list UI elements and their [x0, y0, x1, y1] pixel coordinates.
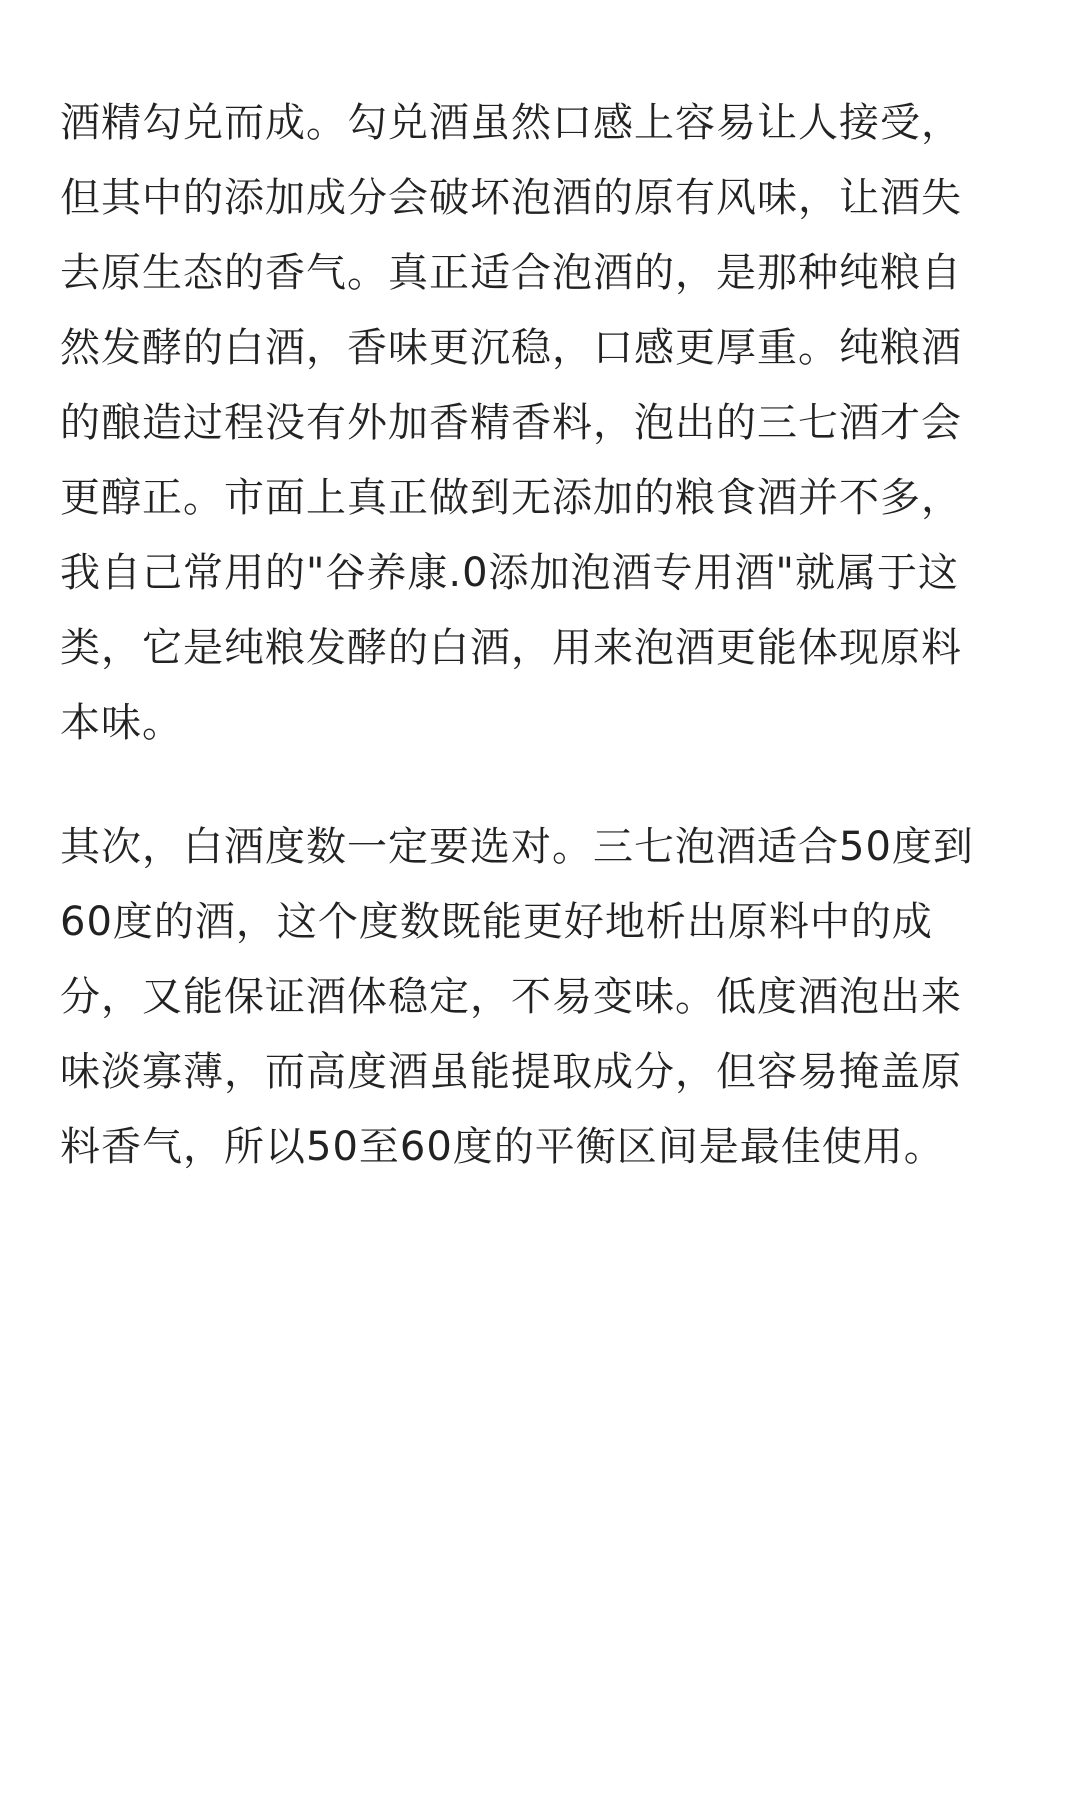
text-line: 本味。	[60, 700, 183, 746]
text-line: 类，它是纯粮发酵的白酒，用来泡酒更能体现原料	[60, 625, 962, 671]
text-line: 60度的酒，这个度数既能更好地析出原料中的成	[60, 899, 933, 945]
text-line: 味淡寡薄，而高度酒虽能提取成分，但容易掩盖原	[60, 1049, 962, 1095]
text-line: 其次，白酒度数一定要选对。三七泡酒适合50度到	[60, 824, 974, 870]
text-line: 我自己常用的"谷养康.0添加泡酒专用酒"就属于这	[60, 550, 959, 596]
text-line: 分，又能保证酒体稳定，不易变味。低度酒泡出来	[60, 974, 962, 1020]
text-line: 的酿造过程没有外加香精香料，泡出的三七酒才会	[60, 400, 962, 446]
paragraph-alcohol-strength	[60, 810, 1020, 1185]
text-line: 料香气，所以50至60度的平衡区间是最佳使用。	[60, 1124, 945, 1170]
text-line: 但其中的添加成分会破坏泡酒的原有风味，让酒失	[60, 175, 962, 221]
paragraph-pure-grain-liquor	[60, 86, 1020, 761]
text-line: 然发酵的白酒，香味更沉稳，口感更厚重。纯粮酒	[60, 325, 962, 371]
text-line: 去原生态的香气。真正适合泡酒的，是那种纯粮自	[60, 250, 962, 296]
text-line: 更醇正。市面上真正做到无添加的粮食酒并不多，	[60, 475, 962, 521]
text-line: 酒精勾兑而成。勾兑酒虽然口感上容易让人接受，	[60, 100, 962, 146]
